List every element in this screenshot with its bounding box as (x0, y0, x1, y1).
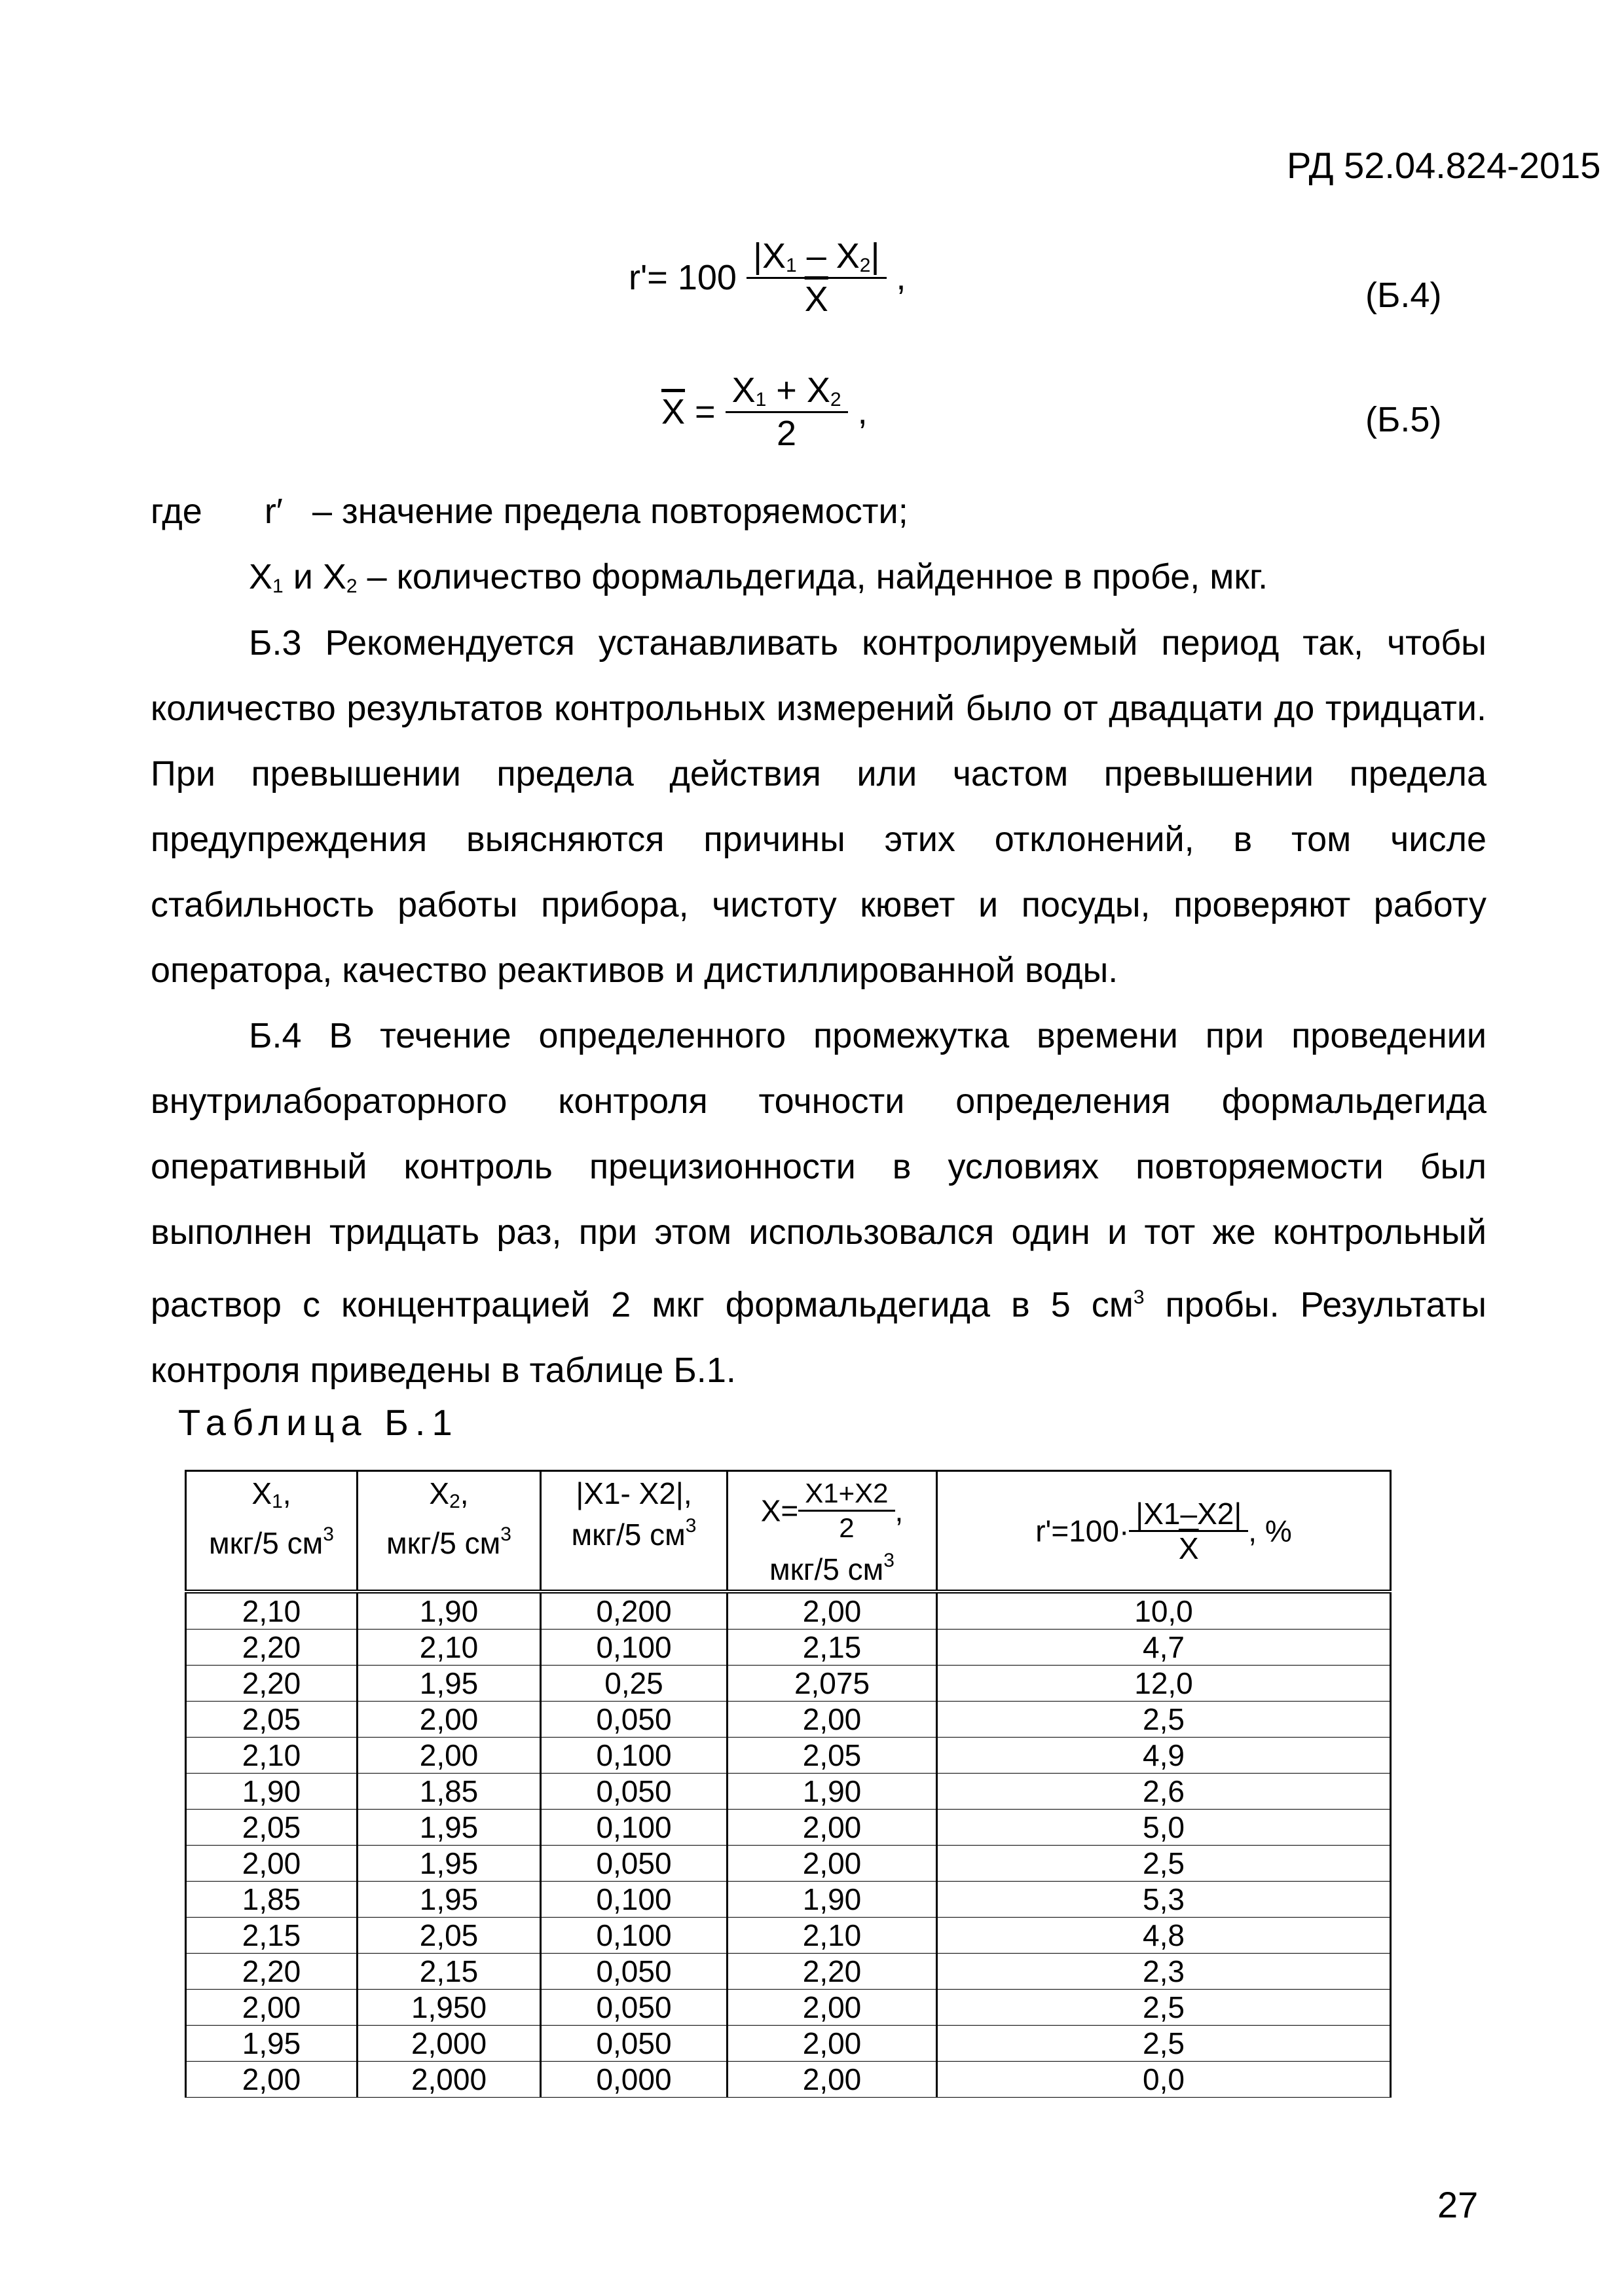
document-code: РД 52.04.824-2015 (1287, 145, 1601, 186)
table-cell: 2,10 (186, 1592, 358, 1630)
formula-b4 (629, 236, 906, 319)
formula-b4-x2: X (836, 236, 860, 276)
table-cell: 2,20 (186, 1630, 358, 1666)
table-cell: 0,100 (541, 1630, 728, 1666)
header-r-percent: r'=100· $\frac{|X1-X2|}{X}$ , % (937, 1471, 1391, 1592)
table-row (186, 1592, 1391, 1630)
x1-symbol: X (249, 557, 273, 596)
table-cell: 2,00 (186, 1846, 358, 1882)
table-row (186, 1882, 1391, 1918)
formula-b5-fraction (726, 370, 848, 454)
paragraph-b4-tail: пробы. Результаты контроля приведены в таблице Б.1. (151, 1285, 1486, 1390)
table-cell: 4,8 (937, 1918, 1391, 1954)
table-cell: 5,3 (937, 1882, 1391, 1918)
table-cell: 2,00 (728, 1702, 937, 1738)
table-cell: 1,95 (358, 1666, 541, 1702)
table-cell: 0,25 (541, 1666, 728, 1702)
table-row (186, 1810, 1391, 1846)
formula-b5-x2: X (806, 371, 830, 410)
header-abs-diff: |X1- X2|, мкг/5 $см^3$ (541, 1471, 728, 1592)
table-header-row (186, 1471, 1391, 1592)
equation-number-b5: (Б.5) (1365, 400, 1442, 439)
formula-b4-fraction: $\frac{|X_1 - X_2|}{X}$ (747, 236, 887, 319)
table-cell: 4,9 (937, 1738, 1391, 1774)
table-row (186, 1954, 1391, 1990)
table-row (186, 1630, 1391, 1666)
table-cell: 0,100 (541, 1810, 728, 1846)
header-x2: $X_2$, мкг/5 $см^3$ (358, 1471, 541, 1592)
formula-b5-lhs: $\overline{X}$ (661, 392, 686, 431)
table-cell: 1,90 (186, 1774, 358, 1810)
table-cell: 2,20 (728, 1954, 937, 1990)
results-table (185, 1470, 1392, 2098)
table-cell: 0,050 (541, 1702, 728, 1738)
table-cell: 2,10 (728, 1918, 937, 1954)
table-cell: 1,85 (358, 1774, 541, 1810)
table-row (186, 1774, 1391, 1810)
paragraph-b4 (151, 1003, 1486, 1403)
x2-symbol: X (322, 557, 346, 596)
formula-b5-eq: = (685, 392, 726, 431)
formula-b5 (661, 370, 868, 454)
table-cell: 2,00 (186, 2062, 358, 2098)
table-cell: 2,05 (728, 1738, 937, 1774)
table-cell: 2,5 (937, 1846, 1391, 1882)
table-cell: 2,00 (728, 1990, 937, 2026)
table-cell: 2,00 (358, 1702, 541, 1738)
x-definition: – количество формальдегида, найденное в пробе, мкг. (357, 557, 1268, 596)
table-cell: 2,00 (358, 1738, 541, 1774)
formula-b5-sub2: 2 (830, 389, 841, 410)
table-cell: 0,200 (541, 1592, 728, 1630)
table-cell: 2,00 (728, 2026, 937, 2062)
table-row (186, 2026, 1391, 2062)
table-row (186, 1846, 1391, 1882)
table-cell: 1,90 (728, 1882, 937, 1918)
table-cell: 0,0 (937, 2062, 1391, 2098)
r-symbol: r′ (264, 492, 283, 531)
paragraph-b4-text (151, 1003, 1486, 1403)
table-cell: 0,050 (541, 1990, 728, 2026)
where-label: где (151, 492, 202, 531)
formula-b4-x1: X (762, 236, 786, 276)
table-cell: 2,15 (728, 1630, 937, 1666)
table-caption: Таблица Б.1 (178, 1402, 459, 1443)
table-cell: 0,100 (541, 1882, 728, 1918)
table-cell: 0,050 (541, 1954, 728, 1990)
table-cell: 2,00 (186, 1990, 358, 2026)
x2-sub: 2 (346, 575, 358, 597)
table-cell: 1,90 (728, 1774, 937, 1810)
table-cell: 2,10 (358, 1630, 541, 1666)
paragraph-b4-main: Б.4 В течение определенного промежутка времени при проведении внутрилабораторного контроля точности определения формальдегида оперативный контроль прецизионности в условиях повторяемости был выполнен тридцать раз, при этом использовался один и тот же контрольный раствор с концентрацией 2 мкг формальдегида в 5 см (151, 1016, 1486, 1324)
table-cell: 1,95 (358, 1882, 541, 1918)
table-cell: 1,95 (358, 1810, 541, 1846)
table-cell: 2,00 (728, 1846, 937, 1882)
table-row (186, 2062, 1391, 2098)
definition-x (249, 556, 1268, 598)
table-cell: 4,7 (937, 1630, 1391, 1666)
table-cell: 2,00 (728, 2062, 937, 2098)
table-row (186, 1918, 1391, 1954)
table-cell: 2,5 (937, 1702, 1391, 1738)
equation-number-b4: (Б.4) (1365, 276, 1442, 315)
table-cell: 2,20 (186, 1954, 358, 1990)
table-cell: 2,5 (937, 2026, 1391, 2062)
formula-b5-sub1: 1 (755, 389, 767, 410)
table-cell: 2,05 (358, 1918, 541, 1954)
table-cell: 2,05 (186, 1702, 358, 1738)
table-cell: 2,15 (186, 1918, 358, 1954)
table-cell: 0,050 (541, 1846, 728, 1882)
formula-b5-plus: + (766, 371, 807, 410)
table-cell: 0,050 (541, 1774, 728, 1810)
table-cell: 2,6 (937, 1774, 1391, 1810)
table-row (186, 1702, 1391, 1738)
table-cell: 2,05 (186, 1810, 358, 1846)
paragraph-b4-sup: 3 (1133, 1286, 1145, 1308)
table-cell: 10,0 (937, 1592, 1391, 1630)
paragraph-b3 (151, 610, 1486, 1003)
table-row (186, 1738, 1391, 1774)
paragraph-b3-text: Б.3 Рекомендуется устанавливать контролируемый период так, чтобы количество результатов контрольных измерений было от двадцати до тридцати. При превышении предела действия или частом превышении предела предупреждения выясняются причины этих отклонений, в том числе стабильность работы прибора, чистоту кювет и посуды, проверяют работу оператора, качество реактивов и дистиллированной воды. (151, 623, 1486, 990)
table-row (186, 1990, 1391, 2026)
formula-b5-den: 2 (777, 414, 797, 453)
and-word: и (283, 557, 323, 596)
table-row (186, 1666, 1391, 1702)
table-cell: 0,050 (541, 2026, 728, 2062)
table-cell: 2,000 (358, 2062, 541, 2098)
table-cell: 2,20 (186, 1666, 358, 1702)
formula-b5-x1: X (731, 371, 756, 410)
table-cell: 1,950 (358, 1990, 541, 2026)
table-cell: 2,3 (937, 1954, 1391, 1990)
table-cell: 2,00 (728, 1592, 937, 1630)
table-cell: 1,90 (358, 1592, 541, 1630)
formula-b4-minus: – (796, 236, 836, 276)
table-cell: 12,0 (937, 1666, 1391, 1702)
table-cell: 1,95 (186, 2026, 358, 2062)
header-x1: $X_1$, мкг/5 $см^3$ (186, 1471, 358, 1592)
formula-b4-sub2: 2 (859, 255, 871, 276)
table-cell: 0,100 (541, 1738, 728, 1774)
formula-b4-sub1: 1 (786, 255, 797, 276)
table-cell: 0,000 (541, 2062, 728, 2098)
table-cell: 2,00 (728, 1810, 937, 1846)
table-cell: 2,15 (358, 1954, 541, 1990)
page-number: 27 (1437, 2184, 1479, 2225)
x1-sub: 1 (272, 575, 284, 597)
table-cell: 2,000 (358, 2026, 541, 2062)
table-cell: 1,95 (358, 1846, 541, 1882)
table-cell: 0,100 (541, 1918, 728, 1954)
table-cell: 2,10 (186, 1738, 358, 1774)
formula-b4-den: X (804, 280, 828, 319)
table-cell: 2,5 (937, 1990, 1391, 2026)
formula-b4-lhs: r'= 100 (629, 258, 737, 297)
formula-b5-trail: , (857, 392, 868, 431)
header-mean: X= $\frac{X1+X2}{2}$ , мкг/5 $см^3$ (728, 1471, 937, 1592)
r-definition: – значение предела повторяемости; (312, 492, 908, 531)
table-cell: 5,0 (937, 1810, 1391, 1846)
table-cell: 2,075 (728, 1666, 937, 1702)
table-cell: 1,85 (186, 1882, 358, 1918)
formula-b4-trail: , (896, 258, 906, 297)
definition-r (151, 491, 908, 532)
